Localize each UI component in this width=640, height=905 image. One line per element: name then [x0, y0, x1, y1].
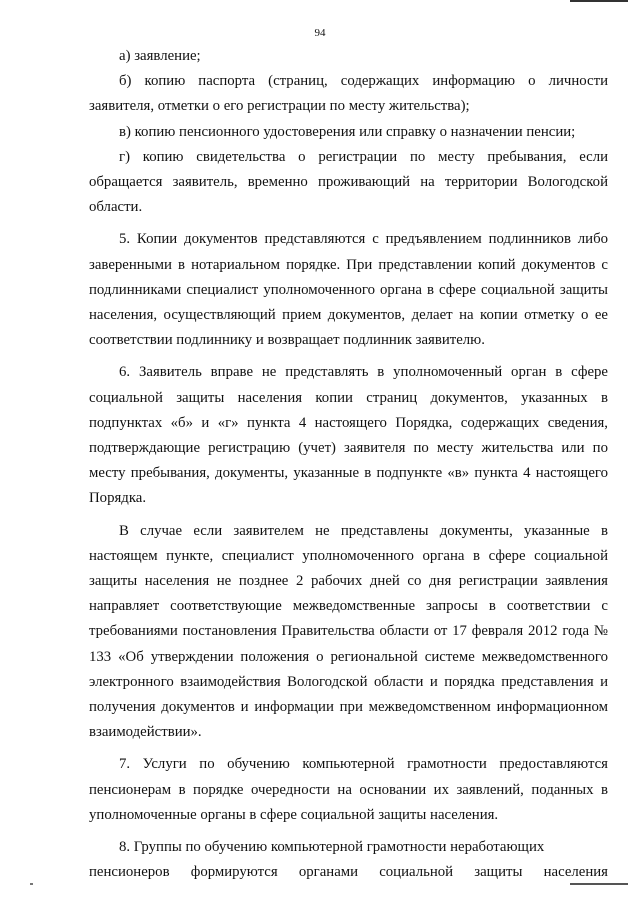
word: органами [298, 864, 359, 881]
paragraph-clause-8-last-line [89, 860, 608, 885]
page-number: 94 [314, 27, 326, 39]
paragraph-item-b: б) копию паспорта (страниц, содержащих информацию о личности заявителя, отметки о его регистрации по месту жительства); [89, 73, 608, 115]
word: социальной [379, 864, 454, 881]
paragraph-clause-7: 7. Услуги по обучению компьютерной грамотности предоставляются пенсионерам в порядке очередности на основании их заявлений, поданных в уполномоченные органы в сфере социальной защиты населения. [89, 756, 608, 823]
word: формируются [190, 864, 278, 881]
paragraph-item-g: г) копию свидетельства о регистрации по месту пребывания, если обращается заявитель, временно проживающий на территории Вологодской области. [89, 148, 608, 216]
word: пенсионеров [89, 864, 170, 881]
document-body [89, 44, 608, 886]
word: населения [543, 864, 608, 881]
paragraph-clause-6-continuation: В случае если заявителем не представлены документы, указанные в настоящем пункте, специалист уполномоченного органа в сфере социальной защиты населения не позднее 2 рабочих дней со дня регистрации заявления направляет соответствующие межведомственные запросы в соответствии с требованиями постановления Правительства области от 17 февраля 2012 года № 133 «Об утверждении положения о региональной системе межведомственного электронного взаимодействия Вологодской области и порядка представления и получения документов и информации при межведомственном информационном взаимодействии». [89, 522, 608, 741]
scan-speck [30, 883, 33, 885]
paragraph-clause-6: 6. Заявитель вправе не представлять в уполномоченный орган в сфере социальной защиты населения копии страниц документов, указанных в подпунктах «б» и «г» пункта 4 настоящего Порядка, содержащих сведения, подтверждающие регистрацию (учет) заявителя по месту жительства или по месту пребывания, документы, указанные в подпункте «в» пункта 4 настоящего Порядка. [89, 364, 608, 507]
scan-edge-mark-bottom [570, 883, 628, 885]
word: защиты [474, 864, 523, 881]
scan-edge-mark-top [570, 0, 628, 2]
paragraph-item-a: а) заявление; [119, 48, 201, 64]
paragraph-item-v: в) копию пенсионного удостоверения или справку о назначении пенсии; [119, 123, 576, 140]
paragraph-clause-8: 8. Группы по обучению компьютерной грамотности неработающих [119, 839, 545, 856]
paragraph-clause-5: 5. Копии документов представляются с предъявлением подлинников либо заверенными в нотариальном порядке. При представлении копий документов с подлинниками специалист уполномоченного органа в сфере социальной защиты населения, осуществляющий прием документов, делает на копии отметку о ее соответствии подлиннику и возвращает подлинник заявителю. [89, 231, 608, 349]
